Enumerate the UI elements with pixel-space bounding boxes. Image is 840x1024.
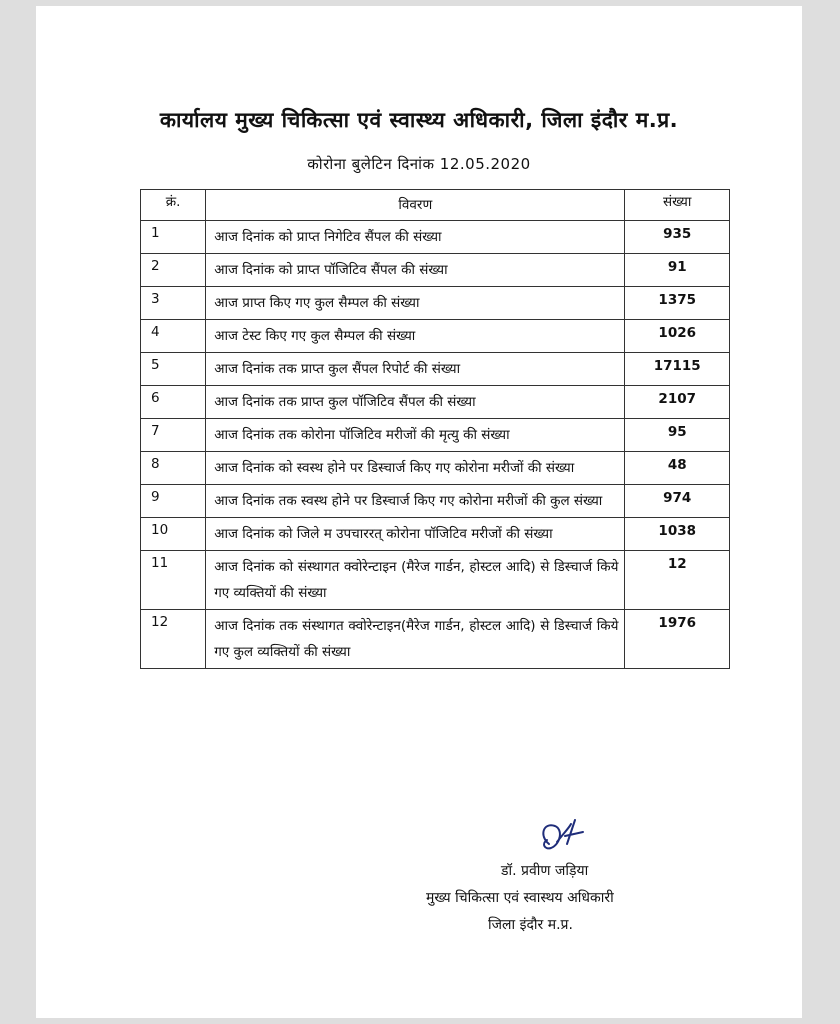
row-description: आज प्राप्त किए गए कुल सैम्पल की संख्या	[206, 287, 625, 320]
handwritten-signature	[531, 814, 601, 862]
row-count: 95	[625, 419, 730, 452]
signatory-designation: मुख्य चिकित्सा एवं स्वास्थय अधिकारी	[426, 890, 614, 906]
row-description: आज दिनांक को स्वस्थ होने पर डिस्चार्ज किए गए कोरोना मरीजों की संख्या	[206, 452, 625, 485]
row-count: 1976	[625, 610, 730, 669]
table-row	[141, 254, 730, 287]
row-description: आज दिनांक तक कोरोना पॉजिटिव मरीजों की मृत्यु की संख्या	[206, 419, 625, 452]
row-description: आज दिनांक को संस्थागत क्वोरेन्टाइन (मैरेज गार्डन, होस्टल आदि) से डिस्चार्ज किये गए व्यक्तियों की संख्या	[206, 551, 625, 610]
header-count: संख्या	[625, 190, 730, 221]
row-serial: 5	[141, 353, 206, 386]
signatory-place: जिला इंदौर म.प्र.	[488, 917, 573, 933]
row-serial: 12	[141, 610, 206, 669]
row-count: 48	[625, 452, 730, 485]
row-description: आज दिनांक को प्राप्त निगेटिव सैंपल की संख्या	[206, 221, 625, 254]
row-description: आज दिनांक तक संस्थागत क्वोरेन्टाइन(मैरेज गार्डन, होस्टल आदि) से डिस्चार्ज किये गए कुल व्यक्तियों की संख्या	[206, 610, 625, 669]
table-row	[141, 551, 730, 610]
bulletin-table	[140, 189, 730, 669]
row-serial: 3	[141, 287, 206, 320]
row-serial: 11	[141, 551, 206, 610]
row-serial: 8	[141, 452, 206, 485]
table-row	[141, 518, 730, 551]
document-title: कार्यालय मुख्य चिकित्सा एवं स्वास्थ्य अधिकारी, जिला इंदौर म.प्र.	[159, 108, 679, 132]
bulletin-date: कोरोना बुलेटिन दिनांक 12.05.2020	[307, 155, 531, 173]
row-serial: 10	[141, 518, 206, 551]
row-count: 935	[625, 221, 730, 254]
header-serial: क्रं.	[141, 190, 206, 221]
table-row	[141, 419, 730, 452]
row-count: 974	[625, 485, 730, 518]
table-row	[141, 221, 730, 254]
table-row	[141, 485, 730, 518]
table-row	[141, 386, 730, 419]
row-description: आज दिनांक तक स्वस्थ होने पर डिस्चार्ज किए गए कोरोना मरीजों की कुल संख्या	[206, 485, 625, 518]
row-count: 1038	[625, 518, 730, 551]
row-description: आज दिनांक तक प्राप्त कुल सैंपल रिपोर्ट की संख्या	[206, 353, 625, 386]
row-count: 2107	[625, 386, 730, 419]
row-description: आज दिनांक को प्राप्त पॉजिटिव सैंपल की संख्या	[206, 254, 625, 287]
row-count: 1375	[625, 287, 730, 320]
table-row	[141, 452, 730, 485]
row-description: आज टेस्ट किए गए कुल सैम्पल की संख्या	[206, 320, 625, 353]
row-serial: 4	[141, 320, 206, 353]
table-row	[141, 320, 730, 353]
table-row	[141, 353, 730, 386]
row-count: 12	[625, 551, 730, 610]
row-count: 91	[625, 254, 730, 287]
table-row	[141, 287, 730, 320]
row-serial: 6	[141, 386, 206, 419]
document-page	[36, 6, 802, 1018]
table-row	[141, 610, 730, 669]
row-description: आज दिनांक को जिले म उपचाररत् कोरोना पॉजिटिव मरीजों की संख्या	[206, 518, 625, 551]
row-serial: 2	[141, 254, 206, 287]
row-serial: 9	[141, 485, 206, 518]
row-serial: 1	[141, 221, 206, 254]
signatory-block	[426, 858, 614, 939]
row-serial: 7	[141, 419, 206, 452]
row-count: 17115	[625, 353, 730, 386]
signatory-name: डॉ. प्रवीण जड़िया	[501, 863, 589, 879]
header-description: विवरण	[206, 190, 625, 221]
row-count: 1026	[625, 320, 730, 353]
table-header-row	[141, 190, 730, 221]
row-description: आज दिनांक तक प्राप्त कुल पॉजिटिव सैंपल की संख्या	[206, 386, 625, 419]
